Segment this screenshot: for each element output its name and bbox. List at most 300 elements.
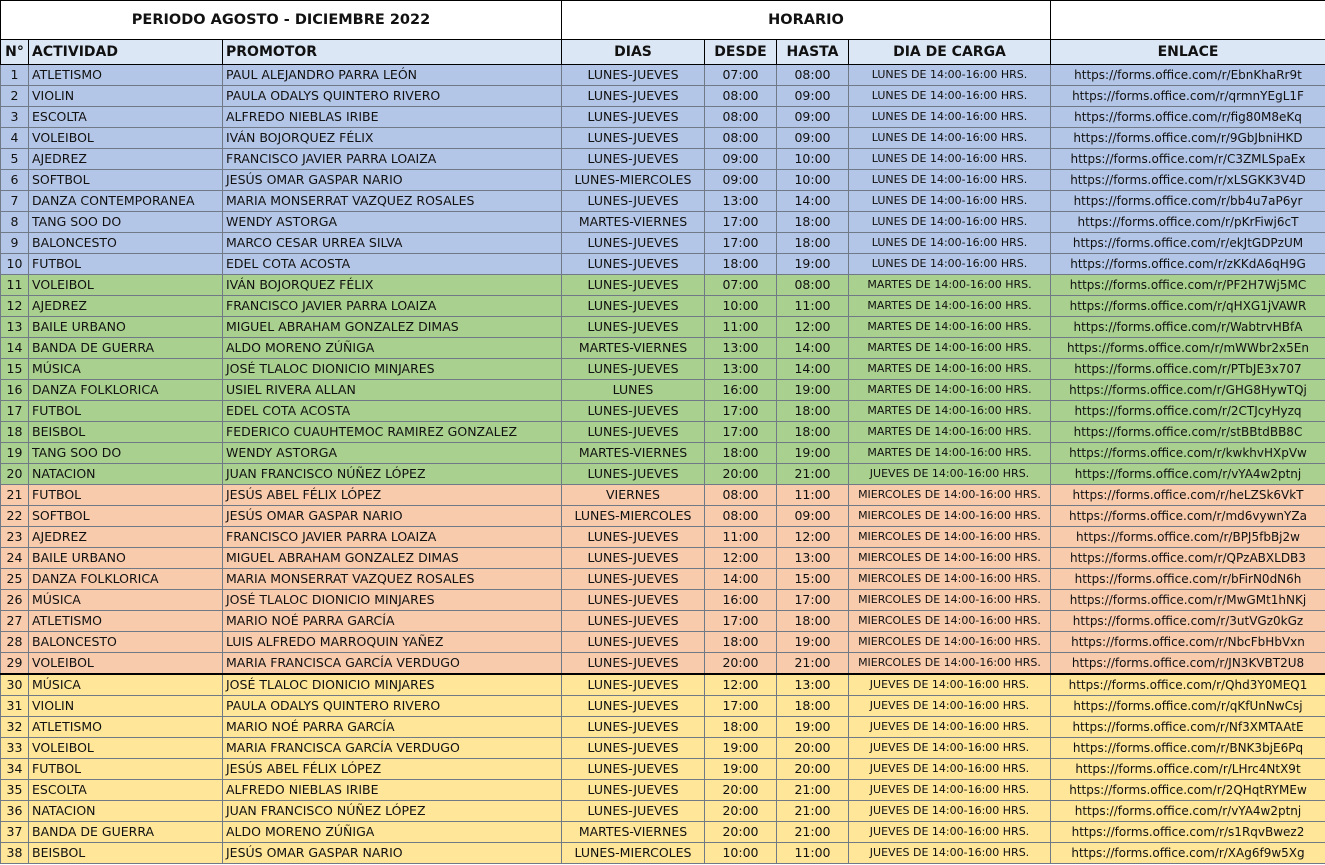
start-time-cell: 19:00 xyxy=(705,759,777,780)
load-day-cell: MARTES DE 14:00-16:00 HRS. xyxy=(849,296,1051,317)
promoter-cell: USIEL RIVERA ALLAN xyxy=(223,380,562,401)
row-number: 20 xyxy=(1,464,29,485)
row-number: 13 xyxy=(1,317,29,338)
load-day-cell: JUEVES DE 14:00-16:00 HRS. xyxy=(849,738,1051,759)
days-cell: LUNES-JUEVES xyxy=(562,359,705,380)
activity-cell: SOFTBOL xyxy=(29,506,223,527)
start-time-cell: 14:00 xyxy=(705,569,777,590)
start-time-cell: 10:00 xyxy=(705,843,777,864)
row-number: 28 xyxy=(1,632,29,653)
col-header-hasta: HASTA xyxy=(777,40,849,65)
load-day-cell: MIERCOLES DE 14:00-16:00 HRS. xyxy=(849,527,1051,548)
days-cell: LUNES-JUEVES xyxy=(562,401,705,422)
start-time-cell: 11:00 xyxy=(705,317,777,338)
activity-cell: BALONCESTO xyxy=(29,632,223,653)
row-number: 4 xyxy=(1,128,29,149)
start-time-cell: 18:00 xyxy=(705,632,777,653)
days-cell: LUNES-MIERCOLES xyxy=(562,506,705,527)
row-number: 6 xyxy=(1,170,29,191)
end-time-cell: 21:00 xyxy=(777,801,849,822)
start-time-cell: 08:00 xyxy=(705,86,777,107)
end-time-cell: 21:00 xyxy=(777,822,849,843)
row-number: 21 xyxy=(1,485,29,506)
col-header-num: N° xyxy=(1,40,29,65)
row-number: 1 xyxy=(1,65,29,86)
start-time-cell: 18:00 xyxy=(705,717,777,738)
row-number: 35 xyxy=(1,780,29,801)
days-cell: LUNES-JUEVES xyxy=(562,738,705,759)
load-day-cell: LUNES DE 14:00-16:00 HRS. xyxy=(849,233,1051,254)
form-link[interactable]: https://forms.office.com/r/kwkhvHXpVw xyxy=(1051,443,1325,464)
form-link[interactable]: https://forms.office.com/r/qKfUnNwCsj xyxy=(1051,696,1325,717)
load-day-cell: MIERCOLES DE 14:00-16:00 HRS. xyxy=(849,506,1051,527)
activity-cell: BALONCESTO xyxy=(29,233,223,254)
row-number: 19 xyxy=(1,443,29,464)
end-time-cell: 18:00 xyxy=(777,401,849,422)
table-row xyxy=(1,527,1325,548)
promoter-cell: MIGUEL ABRAHAM GONZALEZ DIMAS xyxy=(223,548,562,569)
start-time-cell: 13:00 xyxy=(705,338,777,359)
row-number: 26 xyxy=(1,590,29,611)
end-time-cell: 17:00 xyxy=(777,590,849,611)
activity-cell: VIOLIN xyxy=(29,696,223,717)
row-number: 38 xyxy=(1,843,29,864)
load-day-cell: MARTES DE 14:00-16:00 HRS. xyxy=(849,380,1051,401)
table-row xyxy=(1,506,1325,527)
table-row xyxy=(1,422,1325,443)
activity-cell: VIOLIN xyxy=(29,86,223,107)
load-day-cell: MARTES DE 14:00-16:00 HRS. xyxy=(849,359,1051,380)
load-day-cell: JUEVES DE 14:00-16:00 HRS. xyxy=(849,696,1051,717)
days-cell: LUNES-JUEVES xyxy=(562,65,705,86)
promoter-cell: ALFREDO NIEBLAS IRIBE xyxy=(223,107,562,128)
load-day-cell: LUNES DE 14:00-16:00 HRS. xyxy=(849,128,1051,149)
promoter-cell: FEDERICO CUAUHTEMOC RAMIREZ GONZALEZ xyxy=(223,422,562,443)
title-row xyxy=(1,1,1325,40)
end-time-cell: 20:00 xyxy=(777,759,849,780)
activity-cell: FUTBOL xyxy=(29,759,223,780)
days-cell: LUNES-JUEVES xyxy=(562,86,705,107)
form-link[interactable]: https://forms.office.com/r/xLSGKK3V4D xyxy=(1051,170,1325,191)
days-cell: LUNES-JUEVES xyxy=(562,254,705,275)
row-number: 9 xyxy=(1,233,29,254)
form-link[interactable]: https://forms.office.com/r/Nf3XMTAAtE xyxy=(1051,717,1325,738)
form-link[interactable]: https://forms.office.com/r/PF2H7Wj5MC xyxy=(1051,275,1325,296)
form-link[interactable]: https://forms.office.com/r/2CTJcyHyzq xyxy=(1051,401,1325,422)
form-link[interactable]: https://forms.office.com/r/EbnKhaRr9t xyxy=(1051,65,1325,86)
days-cell: LUNES-JUEVES xyxy=(562,696,705,717)
table-row xyxy=(1,317,1325,338)
days-cell: LUNES-JUEVES xyxy=(562,296,705,317)
row-number: 2 xyxy=(1,86,29,107)
end-time-cell: 20:00 xyxy=(777,738,849,759)
table-row xyxy=(1,780,1325,801)
start-time-cell: 19:00 xyxy=(705,738,777,759)
activity-cell: AJEDREZ xyxy=(29,149,223,170)
end-time-cell: 18:00 xyxy=(777,212,849,233)
days-cell: LUNES-JUEVES xyxy=(562,527,705,548)
start-time-cell: 20:00 xyxy=(705,464,777,485)
promoter-cell: IVÁN BOJORQUEZ FÉLIX xyxy=(223,128,562,149)
load-day-cell: JUEVES DE 14:00-16:00 HRS. xyxy=(849,759,1051,780)
promoter-cell: JESÚS ABEL FÉLIX LÓPEZ xyxy=(223,485,562,506)
table-row xyxy=(1,338,1325,359)
end-time-cell: 09:00 xyxy=(777,86,849,107)
row-number: 3 xyxy=(1,107,29,128)
row-number: 29 xyxy=(1,653,29,675)
end-time-cell: 18:00 xyxy=(777,611,849,632)
form-link[interactable]: https://forms.office.com/r/BNK3bjE6Pq xyxy=(1051,738,1325,759)
table-row xyxy=(1,843,1325,864)
activity-cell: BANDA DE GUERRA xyxy=(29,338,223,359)
table-row xyxy=(1,359,1325,380)
promoter-cell: JOSÉ TLALOC DIONICIO MINJARES xyxy=(223,359,562,380)
schedule-body xyxy=(1,65,1325,864)
form-link[interactable]: https://forms.office.com/r/pKrFiwj6cT xyxy=(1051,212,1325,233)
form-link[interactable]: https://forms.office.com/r/bb4u7aP6yr xyxy=(1051,191,1325,212)
table-row xyxy=(1,296,1325,317)
promoter-cell: ALDO MORENO ZÚÑIGA xyxy=(223,338,562,359)
promoter-cell: JESÚS OMAR GASPAR NARIO xyxy=(223,843,562,864)
table-row xyxy=(1,674,1325,696)
activity-cell: MÚSICA xyxy=(29,590,223,611)
load-day-cell: MIERCOLES DE 14:00-16:00 HRS. xyxy=(849,569,1051,590)
promoter-cell: PAULA ODALYS QUINTERO RIVERO xyxy=(223,696,562,717)
end-time-cell: 14:00 xyxy=(777,191,849,212)
table-row xyxy=(1,128,1325,149)
end-time-cell: 21:00 xyxy=(777,464,849,485)
activity-cell: BEISBOL xyxy=(29,422,223,443)
end-time-cell: 18:00 xyxy=(777,233,849,254)
form-link[interactable]: https://forms.office.com/r/ekJtGDPzUM xyxy=(1051,233,1325,254)
form-link[interactable]: https://forms.office.com/r/C3ZMLSpaEx xyxy=(1051,149,1325,170)
form-link[interactable]: https://forms.office.com/r/WabtrvHBfA xyxy=(1051,317,1325,338)
end-time-cell: 19:00 xyxy=(777,443,849,464)
promoter-cell: WENDY ASTORGA xyxy=(223,212,562,233)
activity-cell: TANG SOO DO xyxy=(29,212,223,233)
days-cell: LUNES-JUEVES xyxy=(562,317,705,338)
load-day-cell: JUEVES DE 14:00-16:00 HRS. xyxy=(849,822,1051,843)
periodo-title: PERIODO AGOSTO - DICIEMBRE 2022 xyxy=(1,1,562,40)
form-link[interactable]: https://forms.office.com/r/heLZSk6VkT xyxy=(1051,485,1325,506)
column-header-row xyxy=(1,40,1325,65)
row-number: 25 xyxy=(1,569,29,590)
col-header-desde: DESDE xyxy=(705,40,777,65)
load-day-cell: JUEVES DE 14:00-16:00 HRS. xyxy=(849,801,1051,822)
form-link[interactable]: https://forms.office.com/r/3utVGz0kGz xyxy=(1051,611,1325,632)
activity-cell: FUTBOL xyxy=(29,401,223,422)
start-time-cell: 18:00 xyxy=(705,254,777,275)
table-row xyxy=(1,170,1325,191)
col-header-enlace: ENLACE xyxy=(1051,40,1325,65)
activity-cell: NATACION xyxy=(29,801,223,822)
horario-title: HORARIO xyxy=(562,1,1051,40)
table-row xyxy=(1,717,1325,738)
days-cell: LUNES-JUEVES xyxy=(562,653,705,675)
load-day-cell: LUNES DE 14:00-16:00 HRS. xyxy=(849,254,1051,275)
start-time-cell: 16:00 xyxy=(705,590,777,611)
load-day-cell: MARTES DE 14:00-16:00 HRS. xyxy=(849,443,1051,464)
promoter-cell: ALDO MORENO ZÚÑIGA xyxy=(223,822,562,843)
form-link[interactable]: https://forms.office.com/r/bFirN0dN6h xyxy=(1051,569,1325,590)
row-number: 14 xyxy=(1,338,29,359)
table-row xyxy=(1,696,1325,717)
end-time-cell: 09:00 xyxy=(777,506,849,527)
promoter-cell: MARIO NOÉ PARRA GARCÍA xyxy=(223,717,562,738)
end-time-cell: 19:00 xyxy=(777,254,849,275)
table-row xyxy=(1,548,1325,569)
promoter-cell: JOSÉ TLALOC DIONICIO MINJARES xyxy=(223,590,562,611)
load-day-cell: MIERCOLES DE 14:00-16:00 HRS. xyxy=(849,548,1051,569)
end-time-cell: 19:00 xyxy=(777,632,849,653)
activity-cell: FUTBOL xyxy=(29,254,223,275)
activity-cell: BEISBOL xyxy=(29,843,223,864)
activity-cell: AJEDREZ xyxy=(29,296,223,317)
promoter-cell: MARIO NOÉ PARRA GARCÍA xyxy=(223,611,562,632)
table-row xyxy=(1,590,1325,611)
table-row xyxy=(1,485,1325,506)
days-cell: LUNES-MIERCOLES xyxy=(562,843,705,864)
end-time-cell: 10:00 xyxy=(777,149,849,170)
promoter-cell: JESÚS ABEL FÉLIX LÓPEZ xyxy=(223,759,562,780)
end-time-cell: 13:00 xyxy=(777,548,849,569)
start-time-cell: 07:00 xyxy=(705,275,777,296)
row-number: 27 xyxy=(1,611,29,632)
load-day-cell: MIERCOLES DE 14:00-16:00 HRS. xyxy=(849,611,1051,632)
load-day-cell: LUNES DE 14:00-16:00 HRS. xyxy=(849,191,1051,212)
form-link[interactable]: https://forms.office.com/r/s1RqvBwez2 xyxy=(1051,822,1325,843)
start-time-cell: 17:00 xyxy=(705,401,777,422)
promoter-cell: PAUL ALEJANDRO PARRA LEÓN xyxy=(223,65,562,86)
row-number: 17 xyxy=(1,401,29,422)
table-row xyxy=(1,65,1325,86)
promoter-cell: EDEL COTA ACOSTA xyxy=(223,401,562,422)
end-time-cell: 11:00 xyxy=(777,843,849,864)
end-time-cell: 12:00 xyxy=(777,317,849,338)
end-time-cell: 08:00 xyxy=(777,275,849,296)
promoter-cell: MARIA FRANCISCA GARCÍA VERDUGO xyxy=(223,653,562,675)
days-cell: MARTES-VIERNES xyxy=(562,212,705,233)
row-number: 32 xyxy=(1,717,29,738)
form-link[interactable]: https://forms.office.com/r/MwGMt1hNKj xyxy=(1051,590,1325,611)
load-day-cell: LUNES DE 14:00-16:00 HRS. xyxy=(849,65,1051,86)
form-link[interactable]: https://forms.office.com/r/vYA4w2ptnj xyxy=(1051,464,1325,485)
row-number: 7 xyxy=(1,191,29,212)
form-link[interactable]: https://forms.office.com/r/NbcFbHbVxn xyxy=(1051,632,1325,653)
end-time-cell: 10:00 xyxy=(777,170,849,191)
form-link[interactable]: https://forms.office.com/r/PTbJE3x707 xyxy=(1051,359,1325,380)
row-number: 36 xyxy=(1,801,29,822)
promoter-cell: MARIA FRANCISCA GARCÍA VERDUGO xyxy=(223,738,562,759)
table-row xyxy=(1,611,1325,632)
form-link[interactable]: https://forms.office.com/r/BPJ5fbBj2w xyxy=(1051,527,1325,548)
activity-cell: MÚSICA xyxy=(29,674,223,696)
start-time-cell: 17:00 xyxy=(705,212,777,233)
end-time-cell: 21:00 xyxy=(777,653,849,675)
load-day-cell: LUNES DE 14:00-16:00 HRS. xyxy=(849,149,1051,170)
table-row xyxy=(1,738,1325,759)
end-time-cell: 11:00 xyxy=(777,296,849,317)
start-time-cell: 11:00 xyxy=(705,527,777,548)
table-row xyxy=(1,107,1325,128)
table-row xyxy=(1,653,1325,675)
start-time-cell: 08:00 xyxy=(705,485,777,506)
activity-cell: BAILE URBANO xyxy=(29,548,223,569)
end-time-cell: 19:00 xyxy=(777,717,849,738)
start-time-cell: 07:00 xyxy=(705,65,777,86)
load-day-cell: JUEVES DE 14:00-16:00 HRS. xyxy=(849,717,1051,738)
days-cell: LUNES-JUEVES xyxy=(562,149,705,170)
promoter-cell: JUAN FRANCISCO NÚÑEZ LÓPEZ xyxy=(223,464,562,485)
form-link[interactable]: https://forms.office.com/r/GHG8HywTQj xyxy=(1051,380,1325,401)
days-cell: LUNES-JUEVES xyxy=(562,674,705,696)
days-cell: VIERNES xyxy=(562,485,705,506)
blank-header-cell xyxy=(1051,1,1325,40)
form-link[interactable]: https://forms.office.com/r/vYA4w2ptnj xyxy=(1051,801,1325,822)
activity-cell: VOLEIBOL xyxy=(29,275,223,296)
promoter-cell: MIGUEL ABRAHAM GONZALEZ DIMAS xyxy=(223,317,562,338)
row-number: 16 xyxy=(1,380,29,401)
promoter-cell: MARCO CESAR URREA SILVA xyxy=(223,233,562,254)
end-time-cell: 18:00 xyxy=(777,696,849,717)
end-time-cell: 19:00 xyxy=(777,380,849,401)
days-cell: LUNES-JUEVES xyxy=(562,191,705,212)
form-link[interactable]: https://forms.office.com/r/LHrc4NtX9t xyxy=(1051,759,1325,780)
start-time-cell: 17:00 xyxy=(705,696,777,717)
start-time-cell: 10:00 xyxy=(705,296,777,317)
start-time-cell: 17:00 xyxy=(705,422,777,443)
promoter-cell: FRANCISCO JAVIER PARRA LOAIZA xyxy=(223,527,562,548)
end-time-cell: 09:00 xyxy=(777,107,849,128)
form-link[interactable]: https://forms.office.com/r/9GbJbniHKD xyxy=(1051,128,1325,149)
end-time-cell: 15:00 xyxy=(777,569,849,590)
activity-cell: VOLEIBOL xyxy=(29,738,223,759)
days-cell: LUNES xyxy=(562,380,705,401)
row-number: 24 xyxy=(1,548,29,569)
days-cell: LUNES-MIERCOLES xyxy=(562,170,705,191)
promoter-cell: FRANCISCO JAVIER PARRA LOAIZA xyxy=(223,296,562,317)
form-link[interactable]: https://forms.office.com/r/stBBtdBB8C xyxy=(1051,422,1325,443)
load-day-cell: MIERCOLES DE 14:00-16:00 HRS. xyxy=(849,485,1051,506)
activity-cell: AJEDREZ xyxy=(29,527,223,548)
end-time-cell: 14:00 xyxy=(777,338,849,359)
load-day-cell: LUNES DE 14:00-16:00 HRS. xyxy=(849,212,1051,233)
activity-cell: ATLETISMO xyxy=(29,611,223,632)
activity-cell: VOLEIBOL xyxy=(29,128,223,149)
days-cell: LUNES-JUEVES xyxy=(562,275,705,296)
days-cell: MARTES-VIERNES xyxy=(562,822,705,843)
form-link[interactable]: https://forms.office.com/r/QPzABXLDB3 xyxy=(1051,548,1325,569)
table-row xyxy=(1,632,1325,653)
row-number: 12 xyxy=(1,296,29,317)
table-row xyxy=(1,822,1325,843)
row-number: 30 xyxy=(1,674,29,696)
activity-cell: TANG SOO DO xyxy=(29,443,223,464)
table-row xyxy=(1,86,1325,107)
days-cell: LUNES-JUEVES xyxy=(562,128,705,149)
row-number: 15 xyxy=(1,359,29,380)
promoter-cell: JESÚS OMAR GASPAR NARIO xyxy=(223,506,562,527)
row-number: 34 xyxy=(1,759,29,780)
end-time-cell: 08:00 xyxy=(777,65,849,86)
promoter-cell: PAULA ODALYS QUINTERO RIVERO xyxy=(223,86,562,107)
row-number: 5 xyxy=(1,149,29,170)
start-time-cell: 09:00 xyxy=(705,149,777,170)
activity-cell: ATLETISMO xyxy=(29,717,223,738)
promoter-cell: JUAN FRANCISCO NÚÑEZ LÓPEZ xyxy=(223,801,562,822)
load-day-cell: JUEVES DE 14:00-16:00 HRS. xyxy=(849,464,1051,485)
load-day-cell: MARTES DE 14:00-16:00 HRS. xyxy=(849,275,1051,296)
form-link[interactable]: https://forms.office.com/r/Qhd3Y0MEQ1 xyxy=(1051,674,1325,696)
row-number: 11 xyxy=(1,275,29,296)
activity-cell: BANDA DE GUERRA xyxy=(29,822,223,843)
row-number: 8 xyxy=(1,212,29,233)
start-time-cell: 20:00 xyxy=(705,780,777,801)
form-link[interactable]: https://forms.office.com/r/2QHqtRYMEw xyxy=(1051,780,1325,801)
load-day-cell: MARTES DE 14:00-16:00 HRS. xyxy=(849,401,1051,422)
days-cell: MARTES-VIERNES xyxy=(562,443,705,464)
table-row xyxy=(1,233,1325,254)
activity-cell: MÚSICA xyxy=(29,359,223,380)
days-cell: LUNES-JUEVES xyxy=(562,107,705,128)
table-row xyxy=(1,464,1325,485)
table-row xyxy=(1,380,1325,401)
col-header-actividad: ACTIVIDAD xyxy=(29,40,223,65)
load-day-cell: LUNES DE 14:00-16:00 HRS. xyxy=(849,86,1051,107)
promoter-cell: FRANCISCO JAVIER PARRA LOAIZA xyxy=(223,149,562,170)
activity-cell: DANZA FOLKLORICA xyxy=(29,380,223,401)
col-header-carga: DIA DE CARGA xyxy=(849,40,1051,65)
load-day-cell: MIERCOLES DE 14:00-16:00 HRS. xyxy=(849,590,1051,611)
form-link[interactable]: https://forms.office.com/r/qrmnYEgL1F xyxy=(1051,86,1325,107)
form-link[interactable]: https://forms.office.com/r/md6vywnYZa xyxy=(1051,506,1325,527)
promoter-cell: MARIA MONSERRAT VAZQUEZ ROSALES xyxy=(223,569,562,590)
table-row xyxy=(1,149,1325,170)
start-time-cell: 12:00 xyxy=(705,548,777,569)
start-time-cell: 12:00 xyxy=(705,674,777,696)
load-day-cell: MARTES DE 14:00-16:00 HRS. xyxy=(849,422,1051,443)
form-link[interactable]: https://forms.office.com/r/mWWbr2x5En xyxy=(1051,338,1325,359)
table-row xyxy=(1,212,1325,233)
promoter-cell: MARIA MONSERRAT VAZQUEZ ROSALES xyxy=(223,191,562,212)
end-time-cell: 13:00 xyxy=(777,674,849,696)
days-cell: LUNES-JUEVES xyxy=(562,611,705,632)
activity-cell: SOFTBOL xyxy=(29,170,223,191)
start-time-cell: 20:00 xyxy=(705,822,777,843)
form-link[interactable]: https://forms.office.com/r/JN3KVBT2U8 xyxy=(1051,653,1325,675)
activity-cell: NATACION xyxy=(29,464,223,485)
form-link[interactable]: https://forms.office.com/r/zKKdA6qH9G xyxy=(1051,254,1325,275)
promoter-cell: EDEL COTA ACOSTA xyxy=(223,254,562,275)
table-row xyxy=(1,569,1325,590)
activity-cell: DANZA CONTEMPORANEA xyxy=(29,191,223,212)
end-time-cell: 12:00 xyxy=(777,527,849,548)
start-time-cell: 09:00 xyxy=(705,170,777,191)
days-cell: LUNES-JUEVES xyxy=(562,422,705,443)
load-day-cell: JUEVES DE 14:00-16:00 HRS. xyxy=(849,843,1051,864)
form-link[interactable]: https://forms.office.com/r/fig80M8eKq xyxy=(1051,107,1325,128)
col-header-promotor: PROMOTOR xyxy=(223,40,562,65)
form-link[interactable]: https://forms.office.com/r/XAg6f9w5Xg xyxy=(1051,843,1325,864)
load-day-cell: JUEVES DE 14:00-16:00 HRS. xyxy=(849,780,1051,801)
end-time-cell: 09:00 xyxy=(777,128,849,149)
start-time-cell: 13:00 xyxy=(705,191,777,212)
activity-cell: ESCOLTA xyxy=(29,780,223,801)
start-time-cell: 08:00 xyxy=(705,107,777,128)
row-number: 22 xyxy=(1,506,29,527)
days-cell: LUNES-JUEVES xyxy=(562,780,705,801)
form-link[interactable]: https://forms.office.com/r/qHXG1jVAWR xyxy=(1051,296,1325,317)
